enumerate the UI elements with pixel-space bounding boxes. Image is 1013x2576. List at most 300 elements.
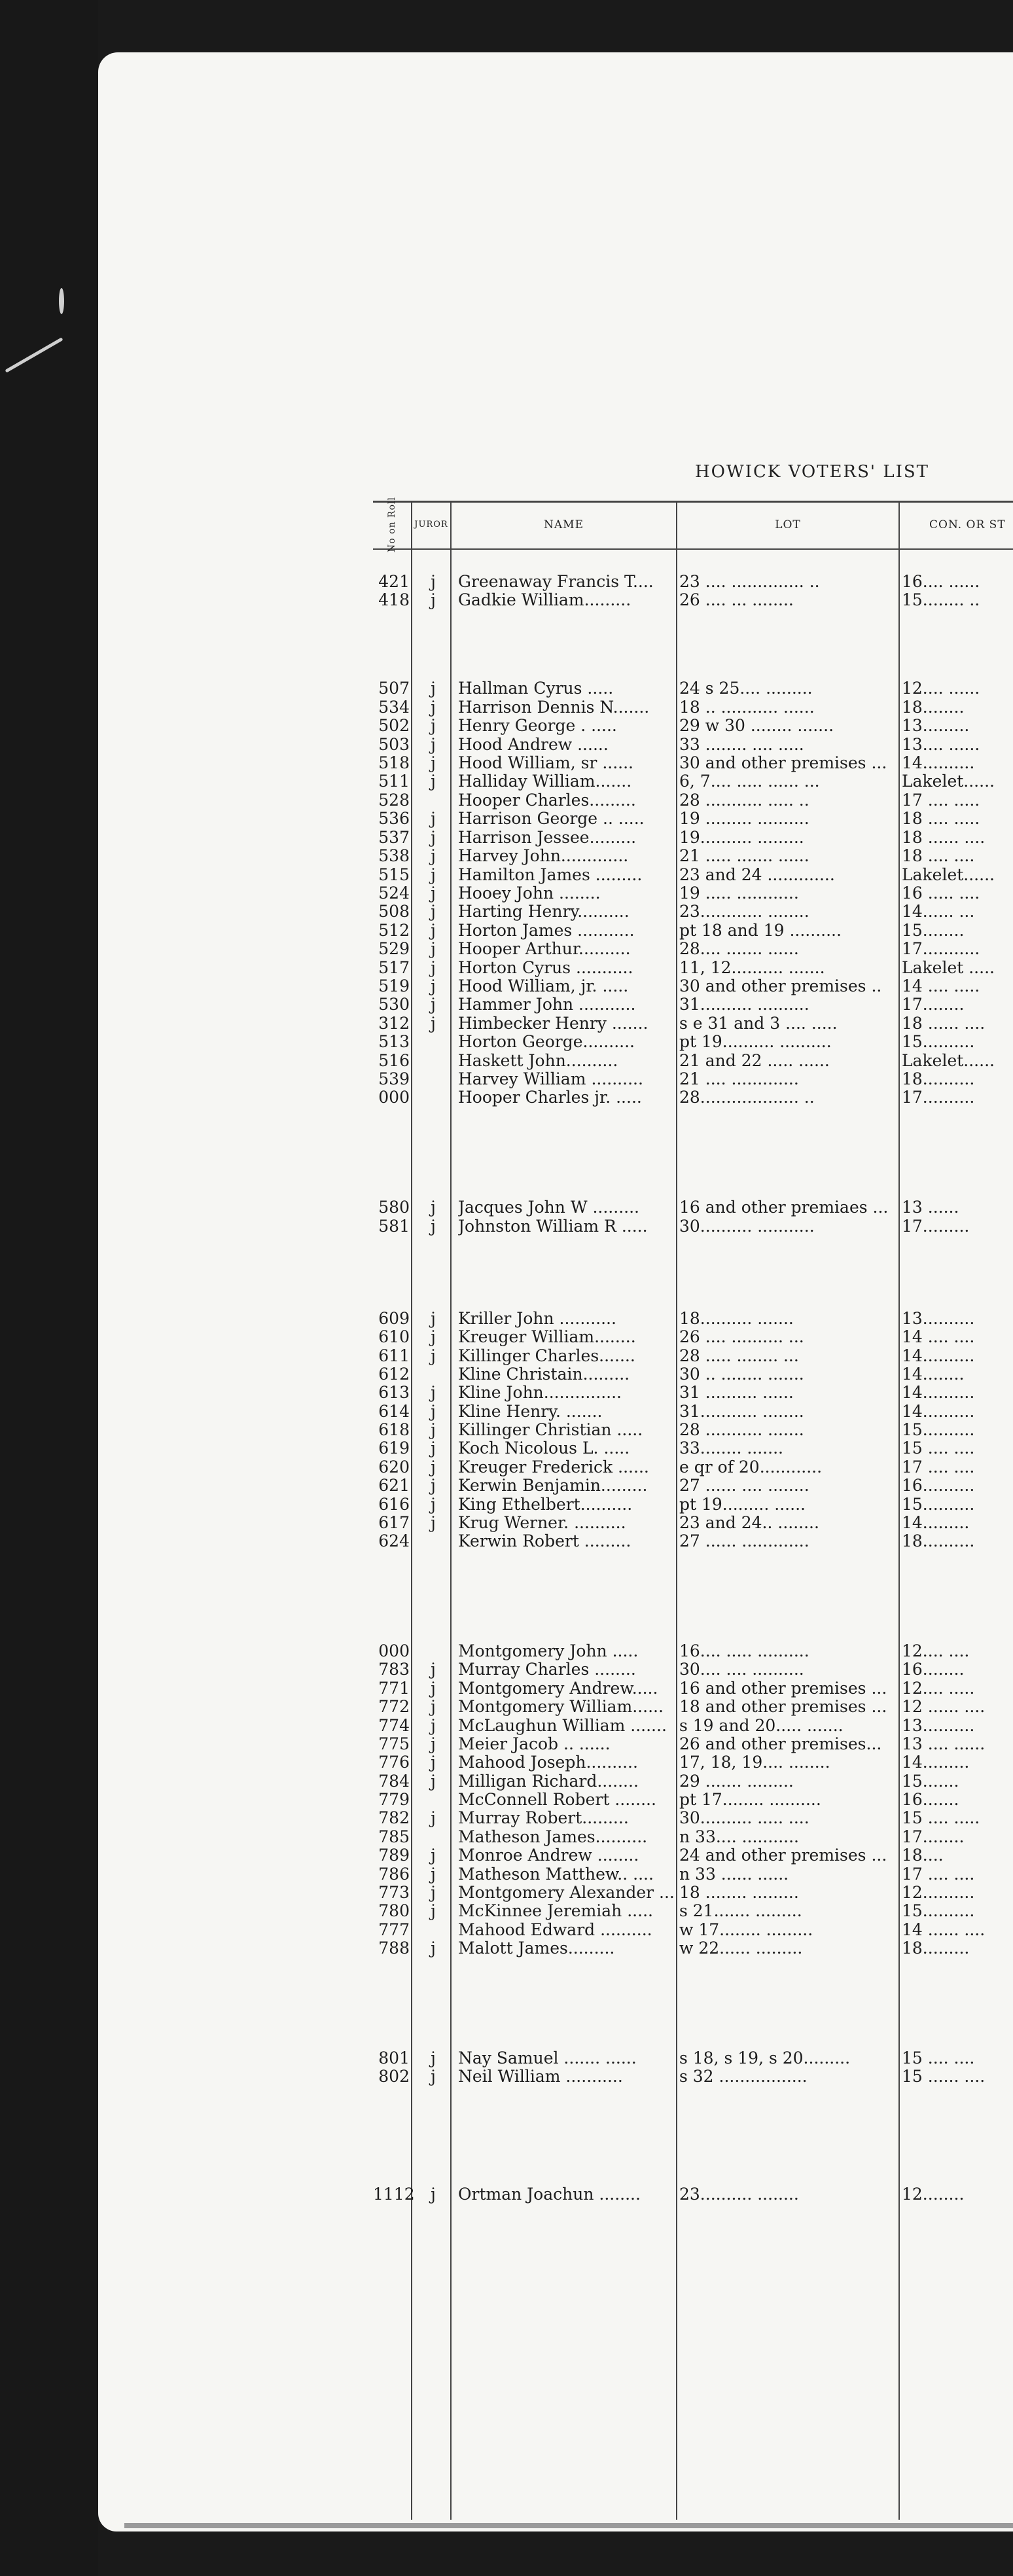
roll-number: 515 <box>378 865 410 884</box>
roll-number: 779 <box>378 1790 410 1809</box>
table-row <box>373 1365 1013 1384</box>
juror-mark: j <box>431 995 436 1014</box>
concession: 14 ...... .... <box>902 1921 986 1939</box>
voter-name: Monroe Andrew ........ <box>458 1846 639 1865</box>
voter-name: Harrison Dennis N....... <box>458 698 650 717</box>
voter-name: Johnston William R ..... <box>458 1217 648 1236</box>
concession: 12.... ...... <box>902 679 980 698</box>
lot-description: 23 and 24 ............. <box>679 866 835 884</box>
concession: 15........ <box>902 921 965 940</box>
juror-mark: j <box>431 1660 436 1679</box>
concession: 16.......... <box>902 1476 975 1495</box>
concession: 15.......... <box>902 1902 975 1920</box>
table-row <box>373 1514 1013 1532</box>
voter-name: Gadkie William......... <box>458 591 631 609</box>
page-title: HOWICK VOTERS' LIST <box>695 462 930 482</box>
juror-mark: j <box>431 1014 436 1033</box>
concession: 15 .... ..... <box>902 1809 980 1827</box>
roll-number: 617 <box>378 1513 410 1532</box>
concession: 17.......... <box>902 1088 975 1107</box>
voter-name: Neil William ........... <box>458 2067 623 2086</box>
roll-number: 519 <box>378 976 410 995</box>
lot-description: 31 .......... ...... <box>679 1384 794 1402</box>
header-roll <box>373 497 411 552</box>
concession: 15.......... <box>902 1421 975 1439</box>
roll-number: 772 <box>378 1697 410 1716</box>
table-row <box>373 1495 1013 1514</box>
table-row <box>373 1753 1013 1772</box>
lot-description: 28 ..... ........ ... <box>679 1347 799 1365</box>
voter-name: Harvey William .......... <box>458 1070 643 1088</box>
concession: 15 .... .... <box>902 2049 975 2067</box>
roll-number: 000 <box>378 1088 410 1107</box>
table-row <box>373 1421 1013 1439</box>
roll-number: 780 <box>378 1901 410 1920</box>
juror-mark: j <box>431 1476 436 1495</box>
concession: 12 ...... .... <box>902 1698 986 1716</box>
voter-name: Harvey John............. <box>458 847 629 865</box>
voter-name: Horton George.......... <box>458 1033 635 1051</box>
voter-name: Harrison George .. ..... <box>458 810 645 828</box>
juror-mark: j <box>431 828 436 847</box>
lot-description: pt 17........ .......... <box>679 1791 821 1809</box>
concession: 17......... <box>902 1217 970 1236</box>
table-row <box>373 1735 1013 1753</box>
juror-mark: j <box>431 1883 436 1902</box>
roll-number: 614 <box>378 1402 410 1421</box>
juror-mark: j <box>431 1753 436 1772</box>
table-row <box>373 1328 1013 1346</box>
concession: 15....... <box>902 1772 959 1791</box>
header-juror: JUROR <box>414 520 448 529</box>
roll-number: 507 <box>378 679 410 698</box>
roll-number: 777 <box>378 1920 410 1939</box>
table-row <box>373 1384 1013 1402</box>
voter-name: Murray Robert......... <box>458 1809 629 1827</box>
juror-mark: j <box>431 1901 436 1920</box>
table-row <box>373 2067 1013 2086</box>
voter-name: Meier Jacob .. ...... <box>458 1735 611 1753</box>
lot-description: 30.... .... .......... <box>679 1660 804 1679</box>
table-row <box>373 736 1013 754</box>
lot-description: 28 ........... ....... <box>679 1421 804 1439</box>
header-roll-label: No on Roll <box>386 497 397 552</box>
roll-number: 801 <box>378 2048 410 2067</box>
lot-description: 30 and other premises .. <box>679 977 882 995</box>
roll-number: 517 <box>378 958 410 977</box>
juror-mark: j <box>431 1458 436 1476</box>
lot-description: 19.......... ......... <box>679 829 804 847</box>
concession: 16 ..... .... <box>902 884 980 903</box>
table-row <box>373 698 1013 717</box>
concession: 12.... ..... <box>902 1679 975 1698</box>
roll-number: 789 <box>378 1846 410 1865</box>
table-row <box>373 940 1013 958</box>
table-row <box>373 866 1013 884</box>
table-row <box>373 1347 1013 1365</box>
juror-mark: j <box>431 1679 436 1698</box>
roll-number: 513 <box>378 1032 410 1051</box>
voter-name: Hood William, sr ...... <box>458 754 634 772</box>
concession: 17 .... ..... <box>902 791 980 810</box>
table-row <box>373 2185 1013 2204</box>
table-row <box>373 977 1013 995</box>
lot-description: 28................... .. <box>679 1088 815 1107</box>
voter-name: Kreuger William........ <box>458 1328 636 1346</box>
lot-description: 18.......... ....... <box>679 1310 794 1328</box>
voter-name: Kreuger Frederick ...... <box>458 1458 649 1476</box>
juror-mark: j <box>431 1420 436 1439</box>
roll-number: 312 <box>378 1014 410 1033</box>
juror-mark: j <box>431 1865 436 1884</box>
concession: 14...... ... <box>902 903 975 921</box>
voter-name: Montgomery Alexander ... <box>458 1884 675 1902</box>
concession: 18......... <box>902 1939 970 1958</box>
roll-number: 619 <box>378 1439 410 1458</box>
juror-mark: j <box>431 1939 436 1958</box>
lot-description: w 22...... ......... <box>679 1939 803 1958</box>
table-row <box>373 1088 1013 1107</box>
voter-name: Hooper Arthur.......... <box>458 940 631 958</box>
header-lot: LOT <box>775 518 801 531</box>
concession: Lakelet ..... <box>902 959 995 977</box>
lot-description: n 33.... ........... <box>679 1828 800 1846</box>
juror-mark: j <box>431 679 436 698</box>
roll-number: 611 <box>378 1346 410 1365</box>
concession: 14......... <box>902 1514 970 1532</box>
voter-name: Hood Andrew ...... <box>458 736 609 754</box>
voter-name: Kerwin Robert ......... <box>458 1532 631 1550</box>
roll-number: 785 <box>378 1827 410 1846</box>
voter-name: Malott James......... <box>458 1939 615 1958</box>
roll-number: 802 <box>378 2067 410 2086</box>
voter-name: Montgomery John ..... <box>458 1642 639 1660</box>
concession: 14.......... <box>902 1384 975 1402</box>
voter-name: Henry George . ..... <box>458 717 617 735</box>
table-row <box>373 1846 1013 1865</box>
concession: 18 ...... .... <box>902 829 986 847</box>
lot-description: 21 ..... ....... ...... <box>679 847 809 865</box>
table-row <box>373 1902 1013 1920</box>
juror-mark: j <box>431 1383 436 1402</box>
table-row <box>373 810 1013 828</box>
concession: 14......... <box>902 1753 970 1772</box>
juror-mark: j <box>431 809 436 828</box>
concession: 18 ...... .... <box>902 1014 986 1033</box>
voter-name: Nay Samuel ....... ...... <box>458 2049 637 2067</box>
lot-description: 23 and 24.. ........ <box>679 1514 819 1532</box>
voter-name: Hammer John ........... <box>458 995 636 1014</box>
table-row <box>373 1884 1013 1902</box>
lot-description: 27 ...... .... ........ <box>679 1476 809 1495</box>
concession: 15.......... <box>902 1033 975 1051</box>
lot-description: 18 ........ ......... <box>679 1884 799 1902</box>
juror-mark: j <box>431 2185 436 2204</box>
voter-name: Haskett John.......... <box>458 1052 618 1070</box>
lot-description: 23............ ........ <box>679 903 809 921</box>
table-row <box>373 1310 1013 1328</box>
table-row <box>373 829 1013 847</box>
concession: 18........ <box>902 698 965 717</box>
lot-description: 23.......... ........ <box>679 2185 799 2204</box>
voter-name: Hooper Charles......... <box>458 791 636 810</box>
concession: Lakelet...... <box>902 772 995 791</box>
table-row <box>373 1033 1013 1051</box>
concession: Lakelet...... <box>902 866 995 884</box>
concession: 17........ <box>902 995 965 1014</box>
roll-number: 609 <box>378 1309 410 1328</box>
voter-name: Milligan Richard........ <box>458 1772 639 1791</box>
table-row <box>373 995 1013 1014</box>
table-row <box>373 791 1013 810</box>
juror-mark: j <box>431 1513 436 1532</box>
concession: 17 .... .... <box>902 1458 975 1476</box>
concession: 16........ <box>902 1660 965 1679</box>
juror-mark: j <box>431 1846 436 1865</box>
concession: Lakelet...... <box>902 1052 995 1070</box>
lot-description: 33 ........ .... ..... <box>679 736 804 754</box>
voter-name: Killinger Christian ..... <box>458 1421 643 1439</box>
juror-mark: j <box>431 590 436 609</box>
juror-mark: j <box>431 753 436 772</box>
roll-number: 616 <box>378 1495 410 1514</box>
table-row <box>373 903 1013 921</box>
table-row <box>373 717 1013 735</box>
lot-description: 27 ...... ............. <box>679 1532 809 1550</box>
roll-number: 610 <box>378 1327 410 1346</box>
juror-mark: j <box>431 1198 436 1217</box>
roll-number: 529 <box>378 939 410 958</box>
roll-number: 580 <box>378 1198 410 1217</box>
lot-description: 29 ....... ......... <box>679 1772 794 1791</box>
juror-mark: j <box>431 939 436 958</box>
lot-description: 23 .... .............. .. <box>679 573 820 591</box>
juror-mark: j <box>431 1346 436 1365</box>
lot-description: s 32 ................. <box>679 2067 808 2086</box>
juror-mark: j <box>431 884 436 903</box>
juror-mark: j <box>431 2067 436 2086</box>
table-row <box>373 1921 1013 1939</box>
concession: 15 .... .... <box>902 1439 975 1458</box>
roll-number: 502 <box>378 716 410 735</box>
roll-number: 773 <box>378 1883 410 1902</box>
lot-description: 19 ......... .......... <box>679 810 809 828</box>
lot-description: s 21....... ......... <box>679 1902 802 1920</box>
voter-name: Hooey John ........ <box>458 884 601 903</box>
table-row <box>373 1660 1013 1679</box>
lot-description: 29 w 30 ........ ....... <box>679 717 834 735</box>
voter-name: Montgomery William...... <box>458 1698 664 1716</box>
table-row <box>373 1865 1013 1884</box>
table-row <box>373 921 1013 940</box>
lot-description: 31........... ........ <box>679 1403 804 1421</box>
concession: 16....... <box>902 1791 959 1809</box>
scan-background <box>0 0 98 2576</box>
concession: 18.......... <box>902 1532 975 1550</box>
juror-mark: j <box>431 735 436 754</box>
table-row <box>373 754 1013 772</box>
lot-description: 28.... ....... ...... <box>679 940 799 958</box>
roll-number: 528 <box>378 791 410 810</box>
table-row <box>373 591 1013 609</box>
concession: 18 .... .... <box>902 847 975 865</box>
table-row <box>373 1717 1013 1735</box>
voter-name: Halliday William....... <box>458 772 632 791</box>
table-row <box>373 1532 1013 1550</box>
table-row <box>373 1458 1013 1476</box>
roll-number: 581 <box>378 1217 410 1236</box>
juror-mark: j <box>431 716 436 735</box>
roll-number: 000 <box>378 1641 410 1660</box>
roll-number: 534 <box>378 698 410 717</box>
concession: 13 .... ...... <box>902 1735 986 1753</box>
table-row <box>373 679 1013 698</box>
lot-description: pt 19......... ...... <box>679 1495 806 1514</box>
lot-description: pt 19.......... .......... <box>679 1033 832 1051</box>
lot-description: 30 .. ........ ....... <box>679 1365 804 1384</box>
table-row <box>373 1476 1013 1495</box>
lot-description: 30.......... ........... <box>679 1217 815 1236</box>
juror-mark: j <box>431 698 436 717</box>
lot-description: 30 and other premises ... <box>679 754 887 772</box>
table-row <box>373 1772 1013 1791</box>
roll-number: 774 <box>378 1716 410 1735</box>
juror-mark: j <box>431 958 436 977</box>
concession: 14.......... <box>902 754 975 772</box>
lot-description: 24 s 25.... ......... <box>679 679 813 698</box>
voter-name: Himbecker Henry ....... <box>458 1014 649 1033</box>
voter-name: Kline Christain......... <box>458 1365 630 1384</box>
table-row <box>373 1698 1013 1716</box>
voter-name: Kline Henry. ....... <box>458 1403 603 1421</box>
roll-number: 503 <box>378 735 410 754</box>
roll-number: 613 <box>378 1383 410 1402</box>
lot-description: 21 and 22 ..... ...... <box>679 1052 830 1070</box>
table-row <box>373 1052 1013 1070</box>
roll-number: 530 <box>378 995 410 1014</box>
lot-description: 18 .. ........... ...... <box>679 698 815 717</box>
table-row <box>373 1791 1013 1809</box>
lot-description: 16.... ..... .......... <box>679 1642 809 1660</box>
concession: 15........ .. <box>902 591 980 609</box>
lot-description: s e 31 and 3 .... ..... <box>679 1014 838 1033</box>
roll-number: 536 <box>378 809 410 828</box>
header-con: CON. OR ST <box>929 518 1006 531</box>
roll-number: 1112 <box>373 2185 415 2204</box>
roll-number: 537 <box>378 828 410 847</box>
header-name: NAME <box>544 518 584 531</box>
voter-name: Koch Nicolous L. ..... <box>458 1439 630 1458</box>
table-row <box>373 847 1013 865</box>
table-row <box>373 959 1013 977</box>
lot-description: 17, 18, 19.... ........ <box>679 1753 830 1772</box>
roll-number: 621 <box>378 1476 410 1495</box>
concession: 13.......... <box>902 1717 975 1735</box>
voter-name: King Ethelbert.......... <box>458 1495 633 1514</box>
table-row <box>373 1809 1013 1827</box>
juror-mark: j <box>431 976 436 995</box>
lot-description: pt 18 and 19 .......... <box>679 921 842 940</box>
table-row <box>373 884 1013 903</box>
juror-mark: j <box>431 1716 436 1735</box>
concession: 13 ...... <box>902 1198 959 1217</box>
voter-name: Hallman Cyrus ..... <box>458 679 614 698</box>
concession: 18.......... <box>902 1070 975 1088</box>
roll-number: 516 <box>378 1051 410 1070</box>
roll-number: 786 <box>378 1865 410 1884</box>
voter-name: Montgomery Andrew..... <box>458 1679 658 1698</box>
voter-name: Matheson James.......... <box>458 1828 648 1846</box>
lot-description: 21 .... ............. <box>679 1070 799 1088</box>
roll-number: 782 <box>378 1808 410 1827</box>
lot-description: n 33 ...... ...... <box>679 1865 789 1884</box>
lot-description: 6, 7.... ..... ...... ... <box>679 772 820 791</box>
concession: 13......... <box>902 717 970 735</box>
roll-number: 538 <box>378 846 410 865</box>
juror-mark: j <box>431 902 436 921</box>
concession: 18 .... ..... <box>902 810 980 828</box>
lot-description: 19 ..... ............ <box>679 884 799 903</box>
lot-description: w 17........ ......... <box>679 1921 813 1939</box>
concession: 14........ <box>902 1365 965 1384</box>
roll-number: 776 <box>378 1753 410 1772</box>
voter-name: Harting Henry.......... <box>458 903 630 921</box>
voter-name: Harrison Jessee......... <box>458 829 637 847</box>
voter-name: Jacques John W ......... <box>458 1198 639 1217</box>
table-row <box>373 573 1013 591</box>
lot-description: 18 and other premises ... <box>679 1698 887 1716</box>
table-row <box>373 1403 1013 1421</box>
voter-name: Killinger Charles....... <box>458 1347 635 1365</box>
table-row <box>373 1014 1013 1033</box>
scan-speck <box>59 288 64 314</box>
lot-description: s 19 and 20..... ....... <box>679 1717 844 1735</box>
voter-name: Kerwin Benjamin......... <box>458 1476 648 1495</box>
table-row <box>373 1070 1013 1088</box>
roll-number: 418 <box>378 590 410 609</box>
roll-number: 624 <box>378 1531 410 1550</box>
concession: 14.......... <box>902 1347 975 1365</box>
juror-mark: j <box>431 1808 436 1827</box>
voter-name: Hooper Charles jr. ..... <box>458 1088 642 1107</box>
concession: 15.......... <box>902 1495 975 1514</box>
juror-mark: j <box>431 1309 436 1328</box>
juror-mark: j <box>431 572 436 591</box>
table-header-rule <box>373 548 1013 550</box>
lot-description: 31.......... .......... <box>679 995 809 1014</box>
concession: 17 .... .... <box>902 1865 975 1884</box>
roll-number: 612 <box>378 1365 410 1384</box>
concession: 14 .... .... <box>902 1328 975 1346</box>
voter-name: McConnell Robert ........ <box>458 1791 656 1809</box>
voter-name: Kriller John ........... <box>458 1310 616 1328</box>
roll-number: 771 <box>378 1679 410 1698</box>
roll-number: 775 <box>378 1734 410 1753</box>
lot-description: 16 and other premises ... <box>679 1679 887 1698</box>
voter-name: Horton James ........... <box>458 921 635 940</box>
juror-mark: j <box>431 1734 436 1753</box>
page-bottom-edge <box>124 2523 1013 2528</box>
juror-mark: j <box>431 1697 436 1716</box>
concession: 15 ...... .... <box>902 2067 986 2086</box>
roll-number: 620 <box>378 1458 410 1476</box>
roll-number: 618 <box>378 1420 410 1439</box>
voters-table <box>373 497 1013 2520</box>
roll-number: 512 <box>378 921 410 940</box>
table-row <box>373 1642 1013 1660</box>
table-row <box>373 1679 1013 1698</box>
juror-mark: j <box>431 865 436 884</box>
